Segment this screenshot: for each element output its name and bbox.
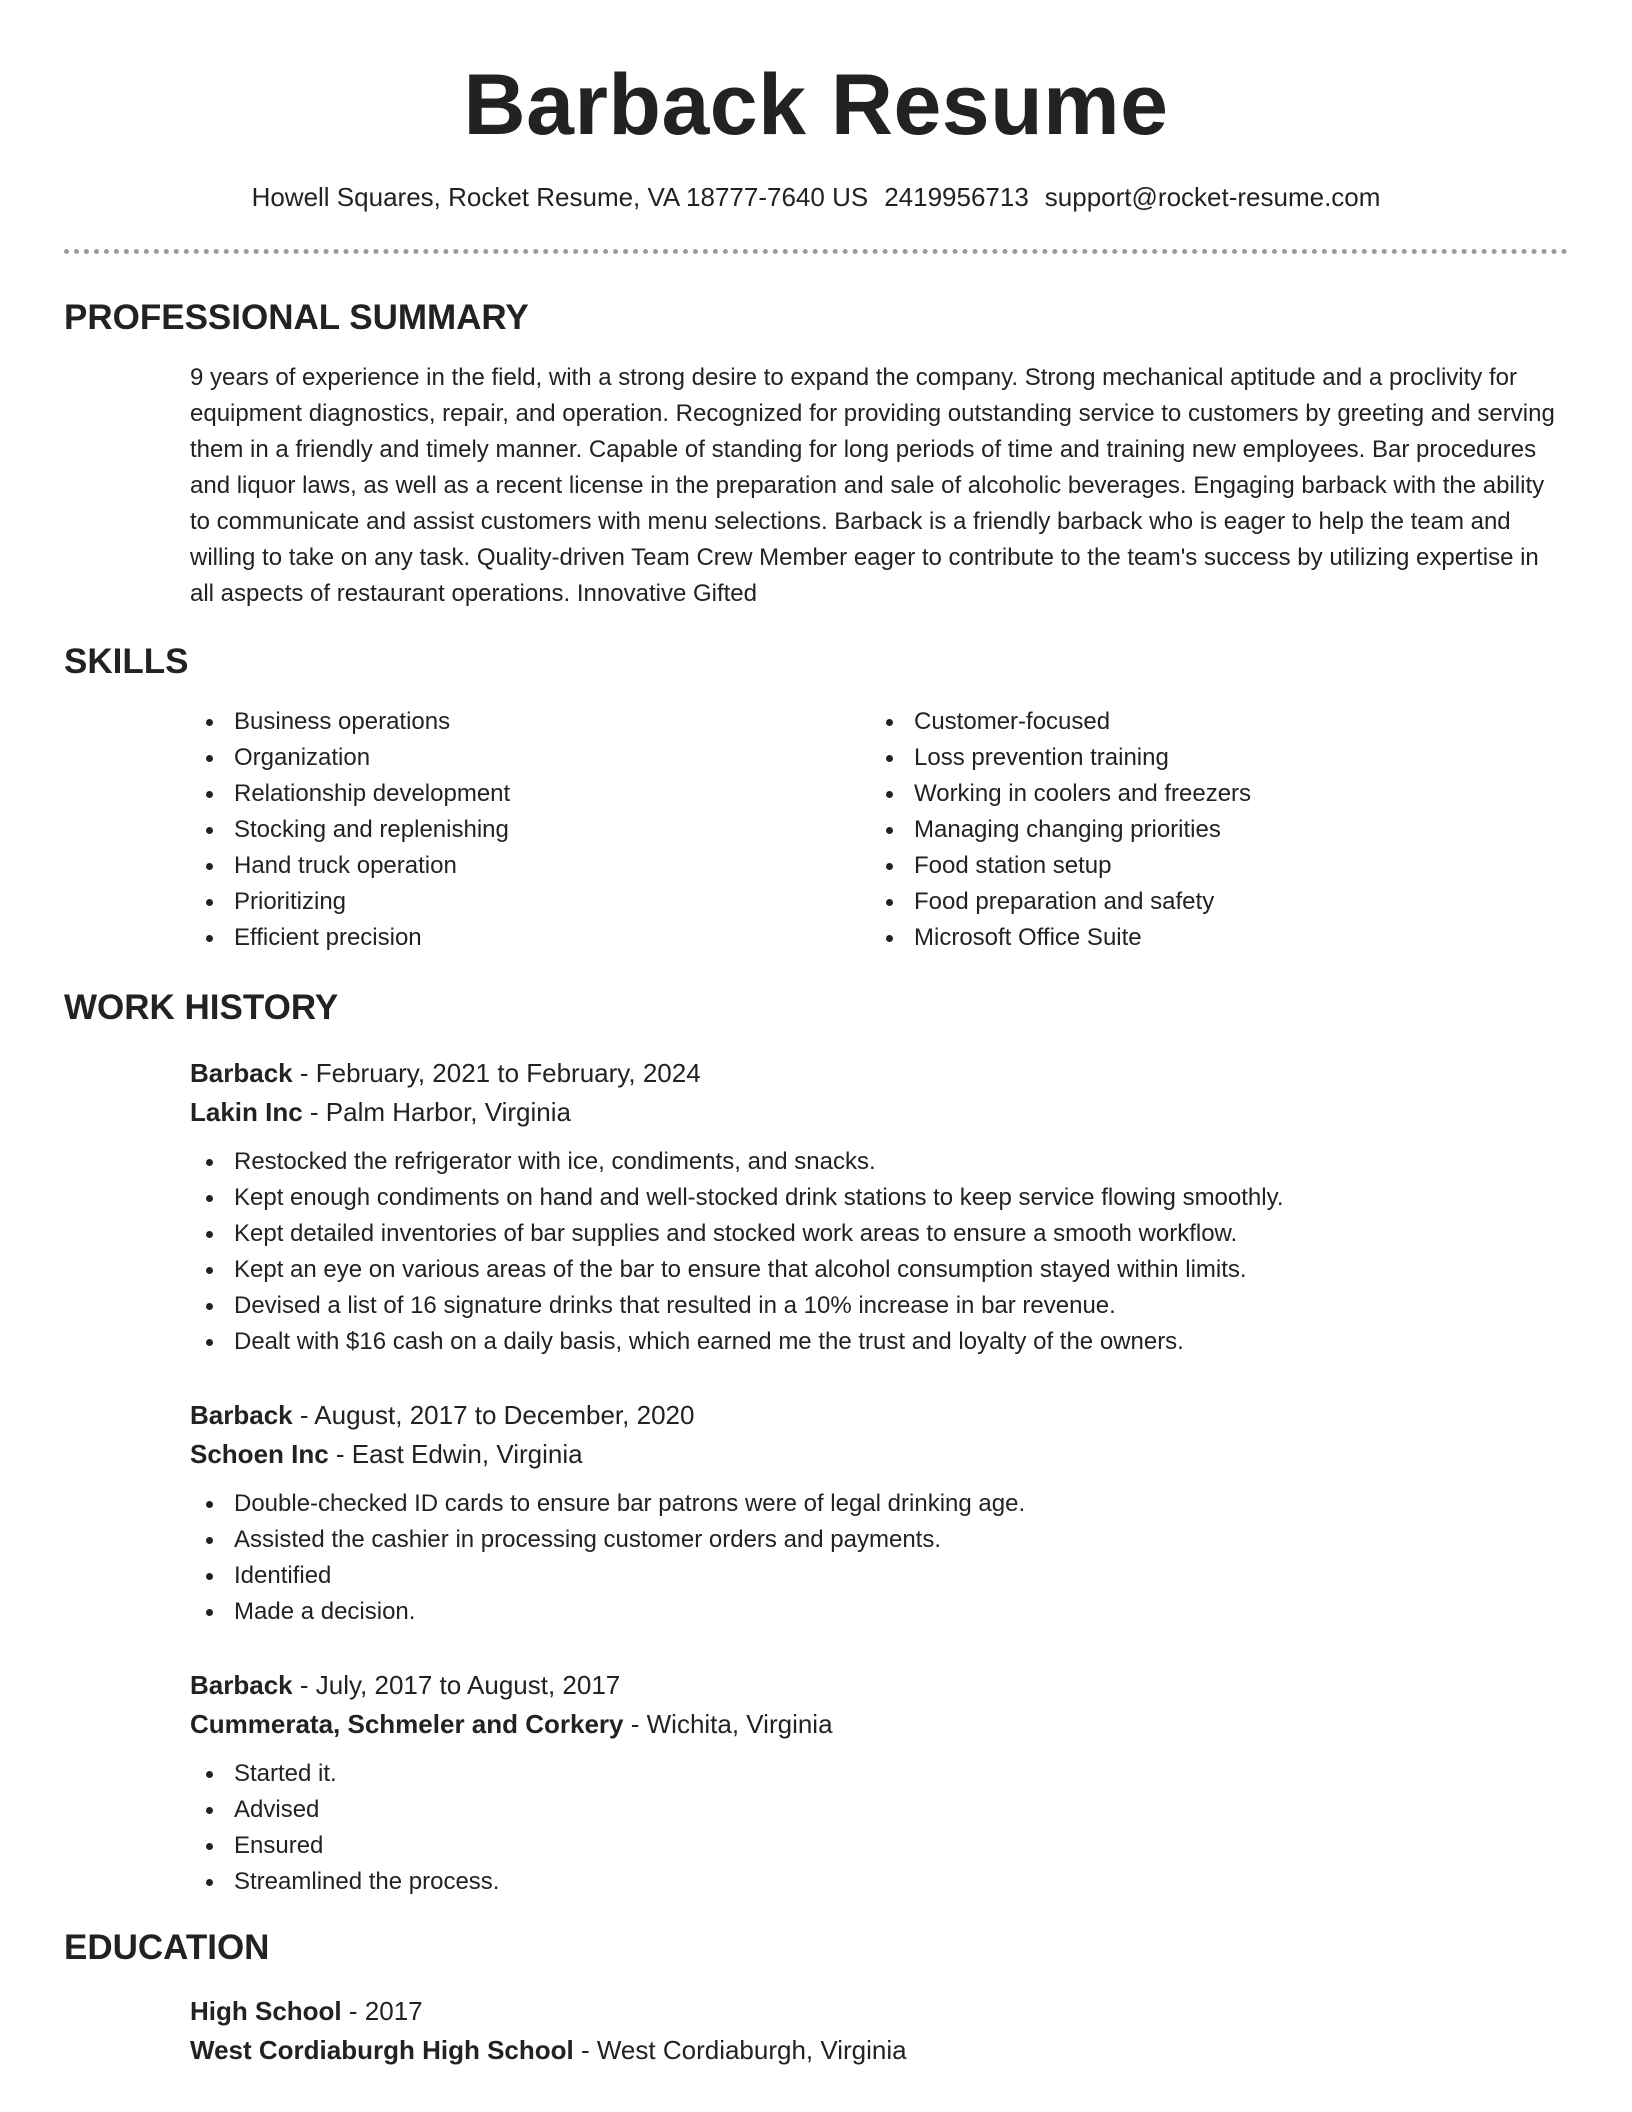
job-company-line [190, 1705, 1568, 1744]
job-bullet: Kept an eye on various areas of the bar to ensure that alcohol consumption stayed within limits. [190, 1252, 1568, 1288]
skills-list-left [190, 704, 870, 956]
job-title-line [190, 1054, 1568, 1093]
skill-item: Working in coolers and freezers [870, 776, 1550, 812]
job-bullet: Double-checked ID cards to ensure bar patrons were of legal drinking age. [190, 1486, 1568, 1522]
skills-list-right [870, 704, 1550, 956]
skill-item: Food preparation and safety [870, 884, 1550, 920]
job-title: Barback [190, 1670, 293, 1700]
skill-item: Hand truck operation [190, 848, 870, 884]
skill-item: Prioritizing [190, 884, 870, 920]
education-school: West Cordiaburgh High School [190, 2035, 574, 2065]
education-degree-line [190, 1992, 1568, 2031]
job-bullet: Kept enough condiments on hand and well-stocked drink stations to keep service flowing smoothly. [190, 1180, 1568, 1216]
job-title-line [190, 1396, 1568, 1435]
job-company: Schoen Inc [190, 1439, 329, 1469]
job-location: - Wichita, Virginia [623, 1709, 833, 1739]
job-dates: - July, 2017 to August, 2017 [292, 1670, 621, 1700]
job-location: - East Edwin, Virginia [328, 1439, 583, 1469]
job-company: Cummerata, Schmeler and Corkery [190, 1709, 624, 1739]
job-bullet: Restocked the refrigerator with ice, condiments, and snacks. [190, 1144, 1568, 1180]
skill-item: Microsoft Office Suite [870, 920, 1550, 956]
skill-item: Organization [190, 740, 870, 776]
job-title: Barback [190, 1058, 293, 1088]
job-title: Barback [190, 1400, 293, 1430]
job-bullet: Started it. [190, 1756, 1568, 1792]
skill-item: Food station setup [870, 848, 1550, 884]
job-company: Lakin Inc [190, 1097, 303, 1127]
job-bullet: Ensured [190, 1828, 1568, 1864]
skill-item: Business operations [190, 704, 870, 740]
work-heading: WORK HISTORY [64, 988, 339, 1027]
work-section [64, 986, 1568, 1936]
summary-heading: PROFESSIONAL SUMMARY [64, 298, 529, 337]
education-year: - 2017 [341, 1996, 423, 2026]
job-company-line [190, 1435, 1568, 1474]
job-bullet: Identified [190, 1558, 1568, 1594]
skill-item: Customer-focused [870, 704, 1550, 740]
skills-section [64, 640, 1568, 956]
summary-text: 9 years of experience in the field, with a strong desire to expand the company. Strong mechanical aptitude and a proclivity for equipment diagnostics, repair, and operation. Recognized for providing outstanding service to customers by greeting and serving them in a friendly and timely manner. Capable of standing for long periods of time and training new employees. Bar procedures and liquor laws, as well as a recent license in the preparation and sale of alcoholic beverages. Engaging barback with the ability to communicate and assist customers with menu selections. Barback is a friendly barback who is eager to help the team and willing to take on any task. Quality-driven Team Crew Member eager to contribute to the team's success by utilizing expertise in all aspects of restaurant operations. Innovative Gifted [190, 364, 1555, 607]
contact-line [0, 178, 1632, 216]
summary-section [64, 296, 1568, 612]
contact-address: Howell Squares, Rocket Resume, VA 18777-7640 US [251, 182, 869, 212]
job-bullets [190, 1144, 1568, 1360]
job-bullets [190, 1486, 1568, 1630]
skill-item: Stocking and replenishing [190, 812, 870, 848]
work-jobs [64, 1054, 1568, 1900]
job-bullets [190, 1756, 1568, 1900]
job-dates: - February, 2021 to February, 2024 [292, 1058, 701, 1088]
job-bullet: Streamlined the process. [190, 1864, 1568, 1900]
job-dates: - August, 2017 to December, 2020 [292, 1400, 695, 1430]
job-bullet: Dealt with $16 cash on a daily basis, which earned me the trust and loyalty of the owners. [190, 1324, 1568, 1360]
job-bullet: Assisted the cashier in processing customer orders and payments. [190, 1522, 1568, 1558]
education-section [64, 1926, 1568, 2070]
education-degree: High School [190, 1996, 342, 2026]
job-title-line [190, 1666, 1568, 1705]
header-divider [64, 249, 1568, 254]
job-bullet: Kept detailed inventories of bar supplies and stocked work areas to ensure a smooth workflow. [190, 1216, 1568, 1252]
skills-columns [64, 704, 1568, 956]
job-bullet: Made a decision. [190, 1594, 1568, 1630]
skill-item: Relationship development [190, 776, 870, 812]
skill-item: Managing changing priorities [870, 812, 1550, 848]
resume-title: Barback Resume [463, 57, 1169, 153]
skill-item: Efficient precision [190, 920, 870, 956]
education-location: - West Cordiaburgh, Virginia [573, 2035, 907, 2065]
job-entry [190, 1396, 1568, 1630]
education-heading: EDUCATION [64, 1928, 270, 1967]
contact-phone: 2419956713 [884, 182, 1029, 212]
skill-item: Loss prevention training [870, 740, 1550, 776]
skills-heading: SKILLS [64, 642, 189, 681]
contact-email[interactable]: support@rocket-resume.com [1044, 182, 1381, 212]
job-company-line [190, 1093, 1568, 1132]
job-location: - Palm Harbor, Virginia [302, 1097, 571, 1127]
job-entry [190, 1054, 1568, 1360]
job-bullet: Devised a list of 16 signature drinks that resulted in a 10% increase in bar revenue. [190, 1288, 1568, 1324]
education-entry [64, 1992, 1568, 2070]
job-entry [190, 1666, 1568, 1900]
education-school-line [190, 2031, 1568, 2070]
job-bullet: Advised [190, 1792, 1568, 1828]
